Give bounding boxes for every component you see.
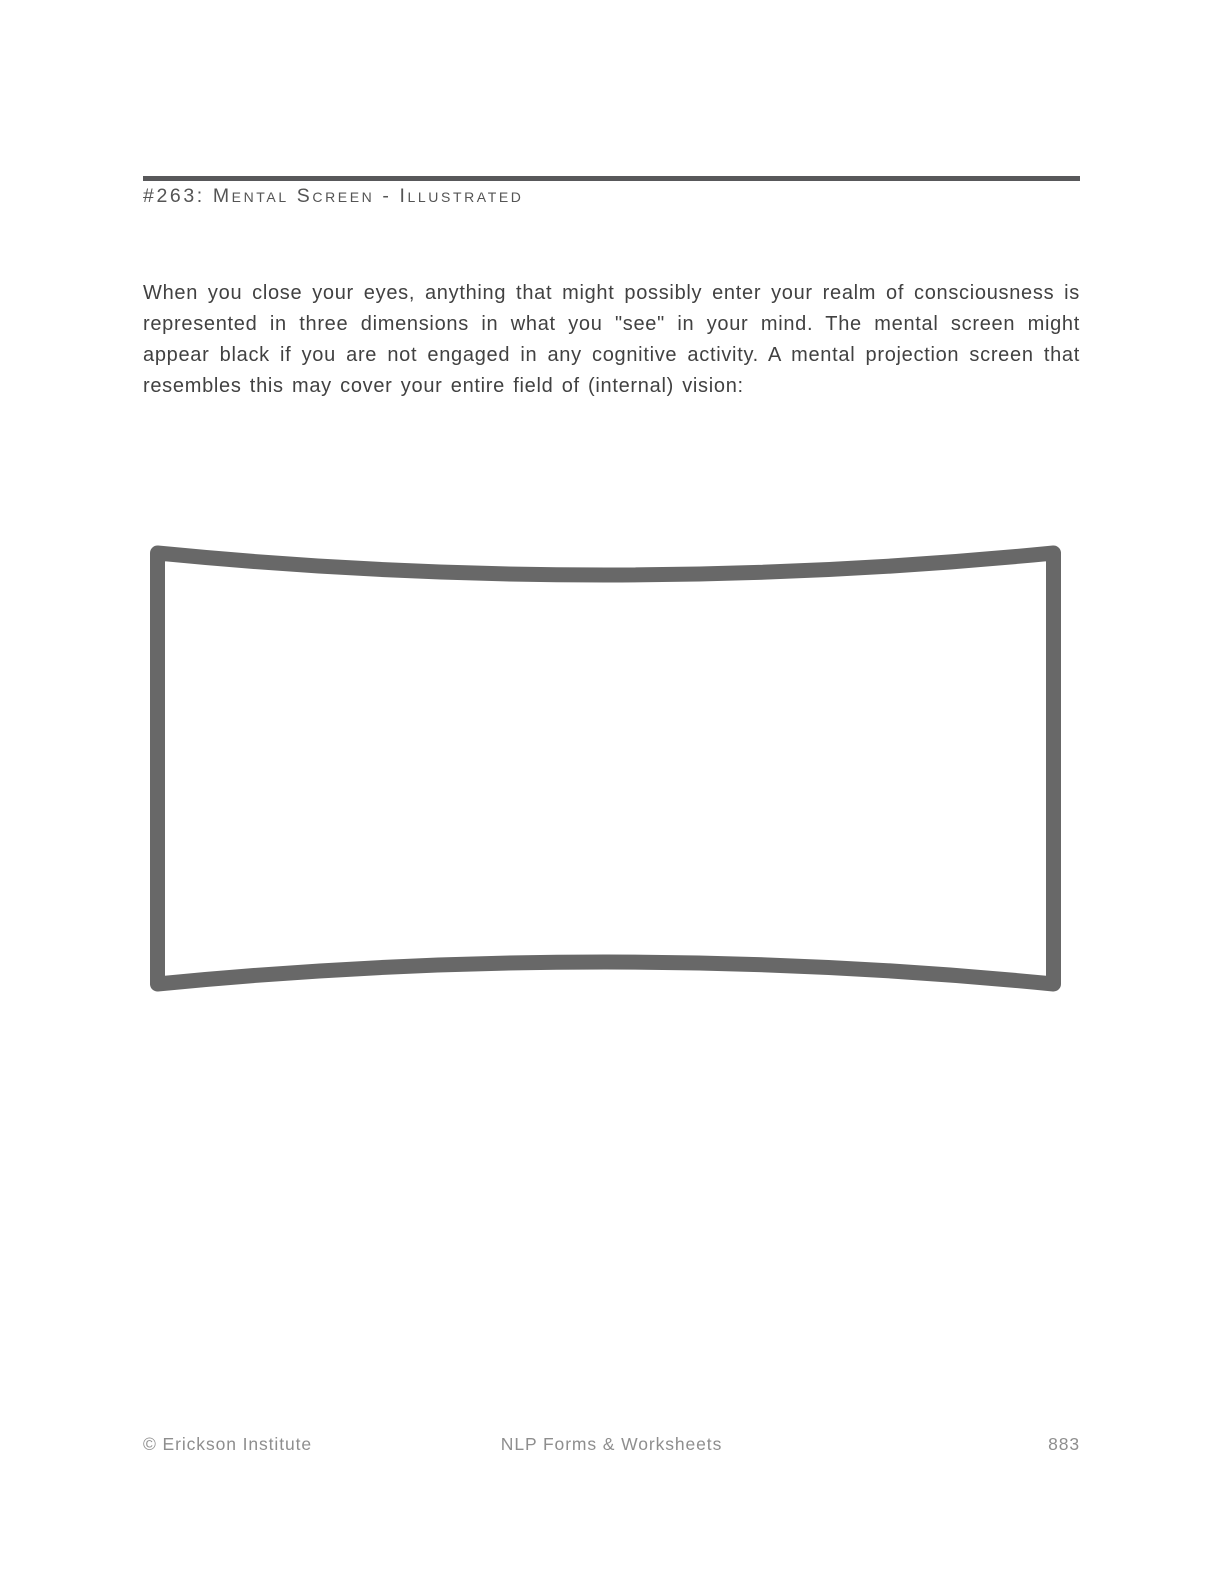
header-rule: [143, 176, 1080, 181]
footer-copyright: © Erickson Institute: [143, 1434, 313, 1454]
curved-screen-svg: [150, 545, 1061, 992]
page-footer: [143, 1434, 1080, 1455]
footer-document-title: NLP Forms & Worksheets: [500, 1434, 723, 1454]
page-title: #263: Mental Screen - Illustrated: [143, 185, 524, 207]
curved-screen-outline: [158, 553, 1054, 984]
mental-screen-illustration: [150, 545, 1061, 992]
intro-paragraph: When you close your eyes, anything that might possibly enter your realm of consciousness is represented in three dimensions in what you "see" in your mind. The mental screen might appear black if you are not engaged in any cognitive activity. A mental projection screen that resembles this may cover your entire field of (internal) vision:: [143, 282, 1080, 397]
footer-page-number: 883: [1048, 1434, 1080, 1454]
